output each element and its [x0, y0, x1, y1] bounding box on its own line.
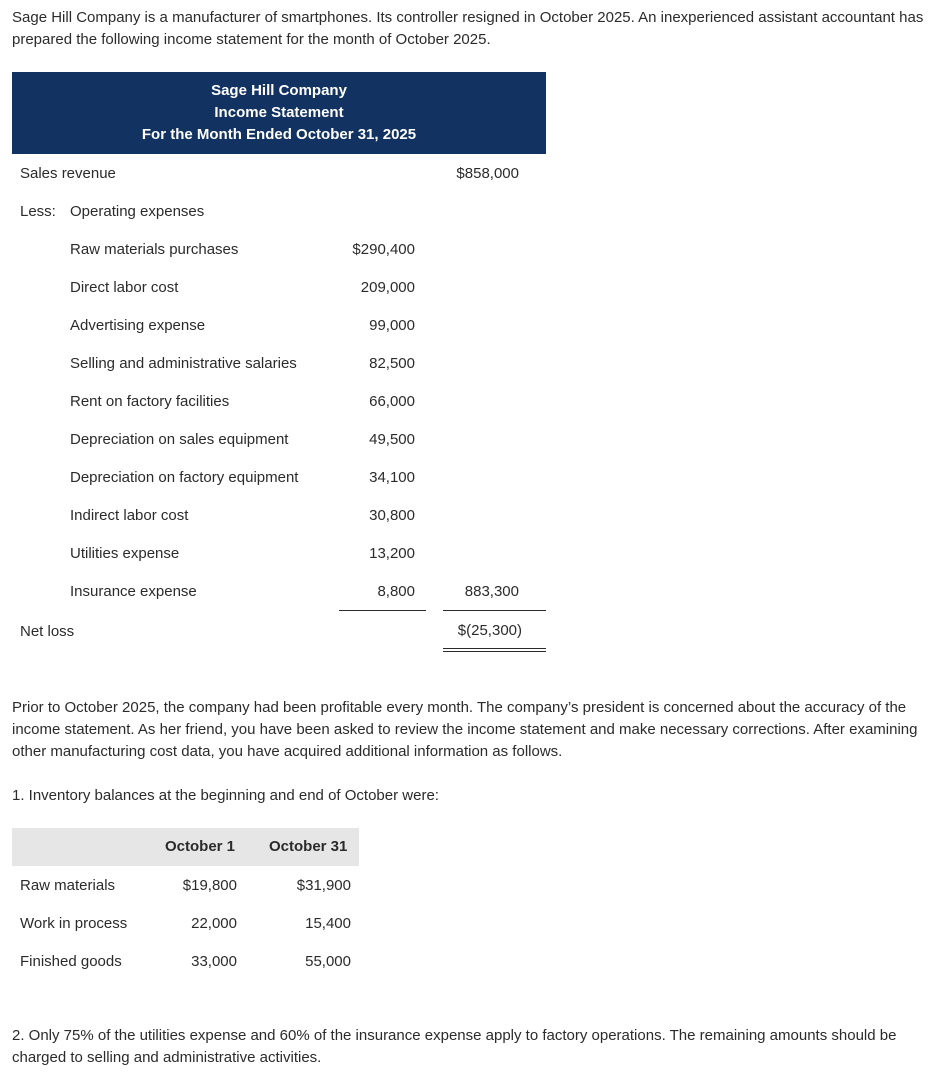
expense-label: Direct labor cost — [70, 279, 179, 296]
total-rule — [443, 610, 546, 611]
expense-amount: 66,000 — [369, 393, 415, 410]
net-loss-label: Net loss — [20, 623, 75, 640]
expense-label: Utilities expense — [70, 545, 180, 562]
expense-row — [0, 582, 942, 620]
operating-expenses-row — [0, 202, 942, 240]
expense-amount: 13,200 — [369, 545, 415, 562]
inventory-oct1: 33,000 — [191, 953, 237, 970]
expense-row — [0, 240, 942, 278]
company-name: Sage Hill Company — [211, 82, 347, 99]
expense-row — [0, 278, 942, 316]
expense-label: Depreciation on sales equipment — [70, 431, 289, 448]
less-label: Less: — [20, 203, 56, 220]
expense-amount: $290,400 — [352, 241, 415, 258]
expense-amount: 8,800 — [377, 583, 415, 600]
expense-row — [0, 316, 942, 354]
expense-row — [0, 506, 942, 544]
subtotal-rule — [339, 610, 426, 611]
inventory-row — [0, 952, 942, 990]
expense-row — [0, 430, 942, 468]
intro-paragraph: Sage Hill Company is a manufacturer of smartphones. Its controller resigned in October 2025. An inexperienced assistant accountant has prepared the following income statement for the month of October 2025. — [12, 9, 924, 48]
statement-title: Income Statement — [214, 104, 344, 121]
total-expenses-amount: 883,300 — [464, 583, 519, 600]
expense-row — [0, 544, 942, 582]
expense-amount: 34,100 — [369, 469, 415, 486]
expense-label: Insurance expense — [70, 583, 197, 600]
item-2-text: 2. Only 75% of the utilities expense and 60% of the insurance expense apply to factory operations. The remaining amounts should be charged to selling and administrative activities. — [12, 1027, 897, 1066]
operating-expenses-label: Operating expenses — [70, 203, 205, 220]
column-october-1: October 1 — [165, 838, 236, 855]
sales-revenue-amount: $858,000 — [456, 165, 519, 182]
inventory-label: Work in process — [20, 915, 128, 932]
inventory-label: Finished goods — [20, 953, 122, 970]
expense-amount: 209,000 — [360, 279, 415, 296]
expense-amount: 49,500 — [369, 431, 415, 448]
column-october-31: October 31 — [269, 838, 348, 855]
inventory-table-header — [12, 828, 359, 866]
expense-row — [0, 468, 942, 506]
net-loss-row — [0, 621, 942, 659]
inventory-row — [0, 914, 942, 952]
expense-amount: 99,000 — [369, 317, 415, 334]
inventory-oct1: 22,000 — [191, 915, 237, 932]
expense-row — [0, 392, 942, 430]
inventory-label: Raw materials — [20, 877, 116, 894]
inventory-oct31: 15,400 — [305, 915, 351, 932]
expense-label: Depreciation on factory equipment — [70, 469, 299, 486]
inventory-oct1: $19,800 — [182, 877, 237, 894]
expense-amount: 82,500 — [369, 355, 415, 372]
net-loss-double-rule — [443, 648, 546, 652]
net-loss-amount: $(25,300) — [457, 622, 522, 639]
item-1-text: 1. Inventory balances at the beginning and end of October were: — [12, 787, 439, 804]
expense-label: Selling and administrative salaries — [70, 355, 297, 372]
sales-revenue-label: Sales revenue — [20, 165, 116, 182]
sales-revenue-row — [0, 164, 942, 202]
expense-label: Raw materials purchases — [70, 241, 239, 258]
inventory-row — [0, 876, 942, 914]
expense-label: Rent on factory facilities — [70, 393, 230, 410]
statement-period: For the Month Ended October 31, 2025 — [141, 126, 417, 143]
expense-label: Advertising expense — [70, 317, 206, 334]
income-statement-header — [12, 72, 546, 154]
expense-row — [0, 354, 942, 392]
prior-paragraph: Prior to October 2025, the company had been profitable every month. The company’s president is concerned about the accuracy of the income statement. As her friend, you have been asked to review the income statement and make necessary corrections. After examining other manufacturing cost data, you have acquired additional information as follows. — [12, 699, 918, 760]
expense-amount: 30,800 — [369, 507, 415, 524]
expense-label: Indirect labor cost — [70, 507, 189, 524]
inventory-oct31: 55,000 — [305, 953, 351, 970]
inventory-oct31: $31,900 — [296, 877, 351, 894]
